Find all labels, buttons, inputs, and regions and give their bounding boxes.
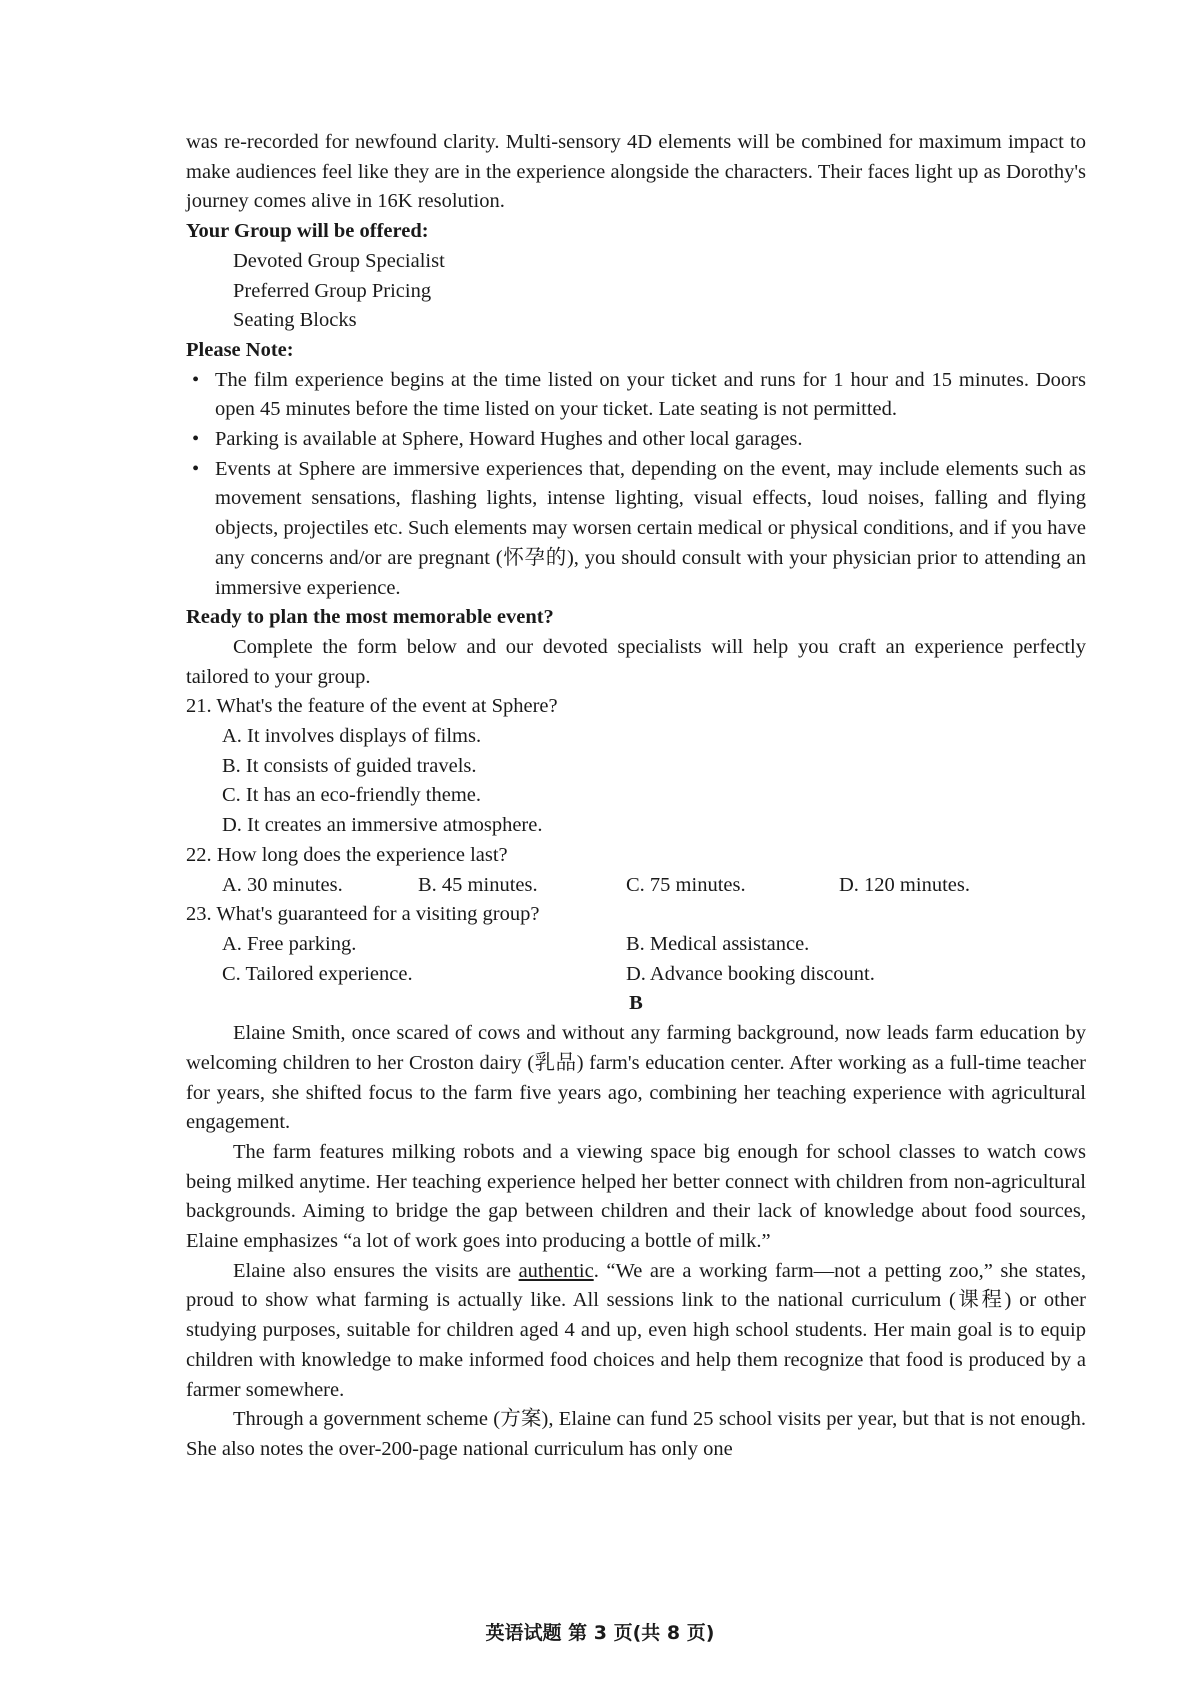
- answer-option: A. It involves displays of films.: [222, 725, 482, 748]
- passage-b-paragraph: Through a government scheme (方案), Elaine can fund 25 school visits per year, but that is not enough. She also notes the over-200-page national curriculum has only one: [186, 1408, 1086, 1460]
- question-22: [186, 841, 1086, 900]
- ready-heading: Ready to plan the most memorable event?: [186, 606, 554, 629]
- note-item: • Events at Sphere are immersive experiences that, depending on the event, may include elements such as movement sensations, flashing lights, intense lighting, visual effects, loud noises, falling and flying objects, projectiles etc. Such elements may worsen certain medical or physical conditions, and if you have any concerns and/or are pregnant (怀孕的), you should consult with your physician prior to attending an immersive experience.: [186, 455, 1086, 604]
- passage-a-intro: was re-recorded for newfound clarity. Multi-sensory 4D elements will be combined for maximum impact to make audiences feel like they are in the experience alongside the characters. Their faces light up as Dorothy's journey comes alive in 16K resolution.: [186, 131, 1086, 213]
- answer-option: A. 30 minutes.: [222, 873, 343, 896]
- group-offer-item: Preferred Group Pricing: [233, 279, 432, 302]
- answer-option: C. It has an eco-friendly theme.: [222, 784, 482, 807]
- question-23: [186, 900, 1086, 989]
- answer-option: C. Tailored experience.: [222, 962, 413, 985]
- answer-option: D. 120 minutes.: [839, 873, 970, 896]
- group-offer-item: Devoted Group Specialist: [233, 249, 445, 272]
- answer-option: A. Free parking.: [222, 932, 357, 955]
- passage-b-paragraph: The farm features milking robots and a viewing space big enough for school classes to watch cows being milked anytime. Her teaching experience helped her better connect with children from non-agricultural backgrounds. Aiming to bridge the gap between children and their lack of knowledge about food sources, Elaine emphasizes “a lot of work goes into producing a bottle of milk.”: [186, 1140, 1086, 1253]
- ready-paragraph: Complete the form below and our devoted specialists will help you craft an experience perfectly tailored to your group.: [186, 635, 1086, 688]
- question-21: [186, 692, 1086, 841]
- question-stem: 21. What's the feature of the event at Sphere?: [186, 695, 558, 718]
- answer-options-row: [186, 871, 1086, 901]
- passage-b-paragraph-authentic: [186, 1257, 1086, 1406]
- question-stem: 23. What's guaranteed for a visiting group?: [186, 903, 540, 926]
- underlined-word: authentic: [518, 1259, 594, 1282]
- page-footer: 英语试题 第 3 页(共 8 页): [485, 1622, 715, 1644]
- answer-options-grid: [186, 930, 1086, 989]
- group-offer-item: Seating Blocks: [233, 309, 357, 332]
- passage-b-paragraph: Elaine Smith, once scared of cows and without any farming background, now leads farm education by welcoming children to her Croston dairy (乳品) farm's education center. After working as a full-time teacher for years, she shifted focus to the farm five years ago, combining her teaching experience with agricultural engagement.: [186, 1022, 1086, 1134]
- group-offer-heading: Your Group will be offered:: [186, 220, 429, 243]
- note-item: • The film experience begins at the time listed on your ticket and runs for 1 hour and 15 minutes. Doors open 45 minutes before the time listed on your ticket. Late seating is not permitted.: [186, 366, 1086, 425]
- answer-option: B. 45 minutes.: [418, 873, 538, 896]
- page-content: [186, 128, 1086, 1465]
- note-item: • Parking is available at Sphere, Howard Hughes and other local garages.: [186, 425, 1086, 455]
- answer-option: D. Advance booking discount.: [626, 962, 875, 985]
- question-stem: 22. How long does the experience last?: [186, 843, 508, 866]
- answer-option: B. It consists of guided travels.: [222, 754, 477, 777]
- answer-option: B. Medical assistance.: [626, 932, 810, 955]
- text-run: Elaine also ensures the visits are: [233, 1259, 519, 1282]
- answer-option: D. It creates an immersive atmosphere.: [222, 814, 543, 837]
- text-run: . “We are a working farm—not a petting zoo,” she states, proud to show what farming is actually like. All sessions link to the national curriculum (课程) or other studying purposes, suitable for children aged 4 and up, even high school students. Her main goal is to equip children with knowledge to make informed food choices and help them recognize that food is produced by a farmer somewhere.: [186, 1259, 1086, 1401]
- group-offer-list: [186, 247, 1086, 336]
- note-heading: Please Note:: [186, 338, 294, 361]
- section-letter-b: B: [629, 992, 643, 1015]
- answer-option: C. 75 minutes.: [626, 873, 746, 896]
- note-list: [186, 366, 1086, 604]
